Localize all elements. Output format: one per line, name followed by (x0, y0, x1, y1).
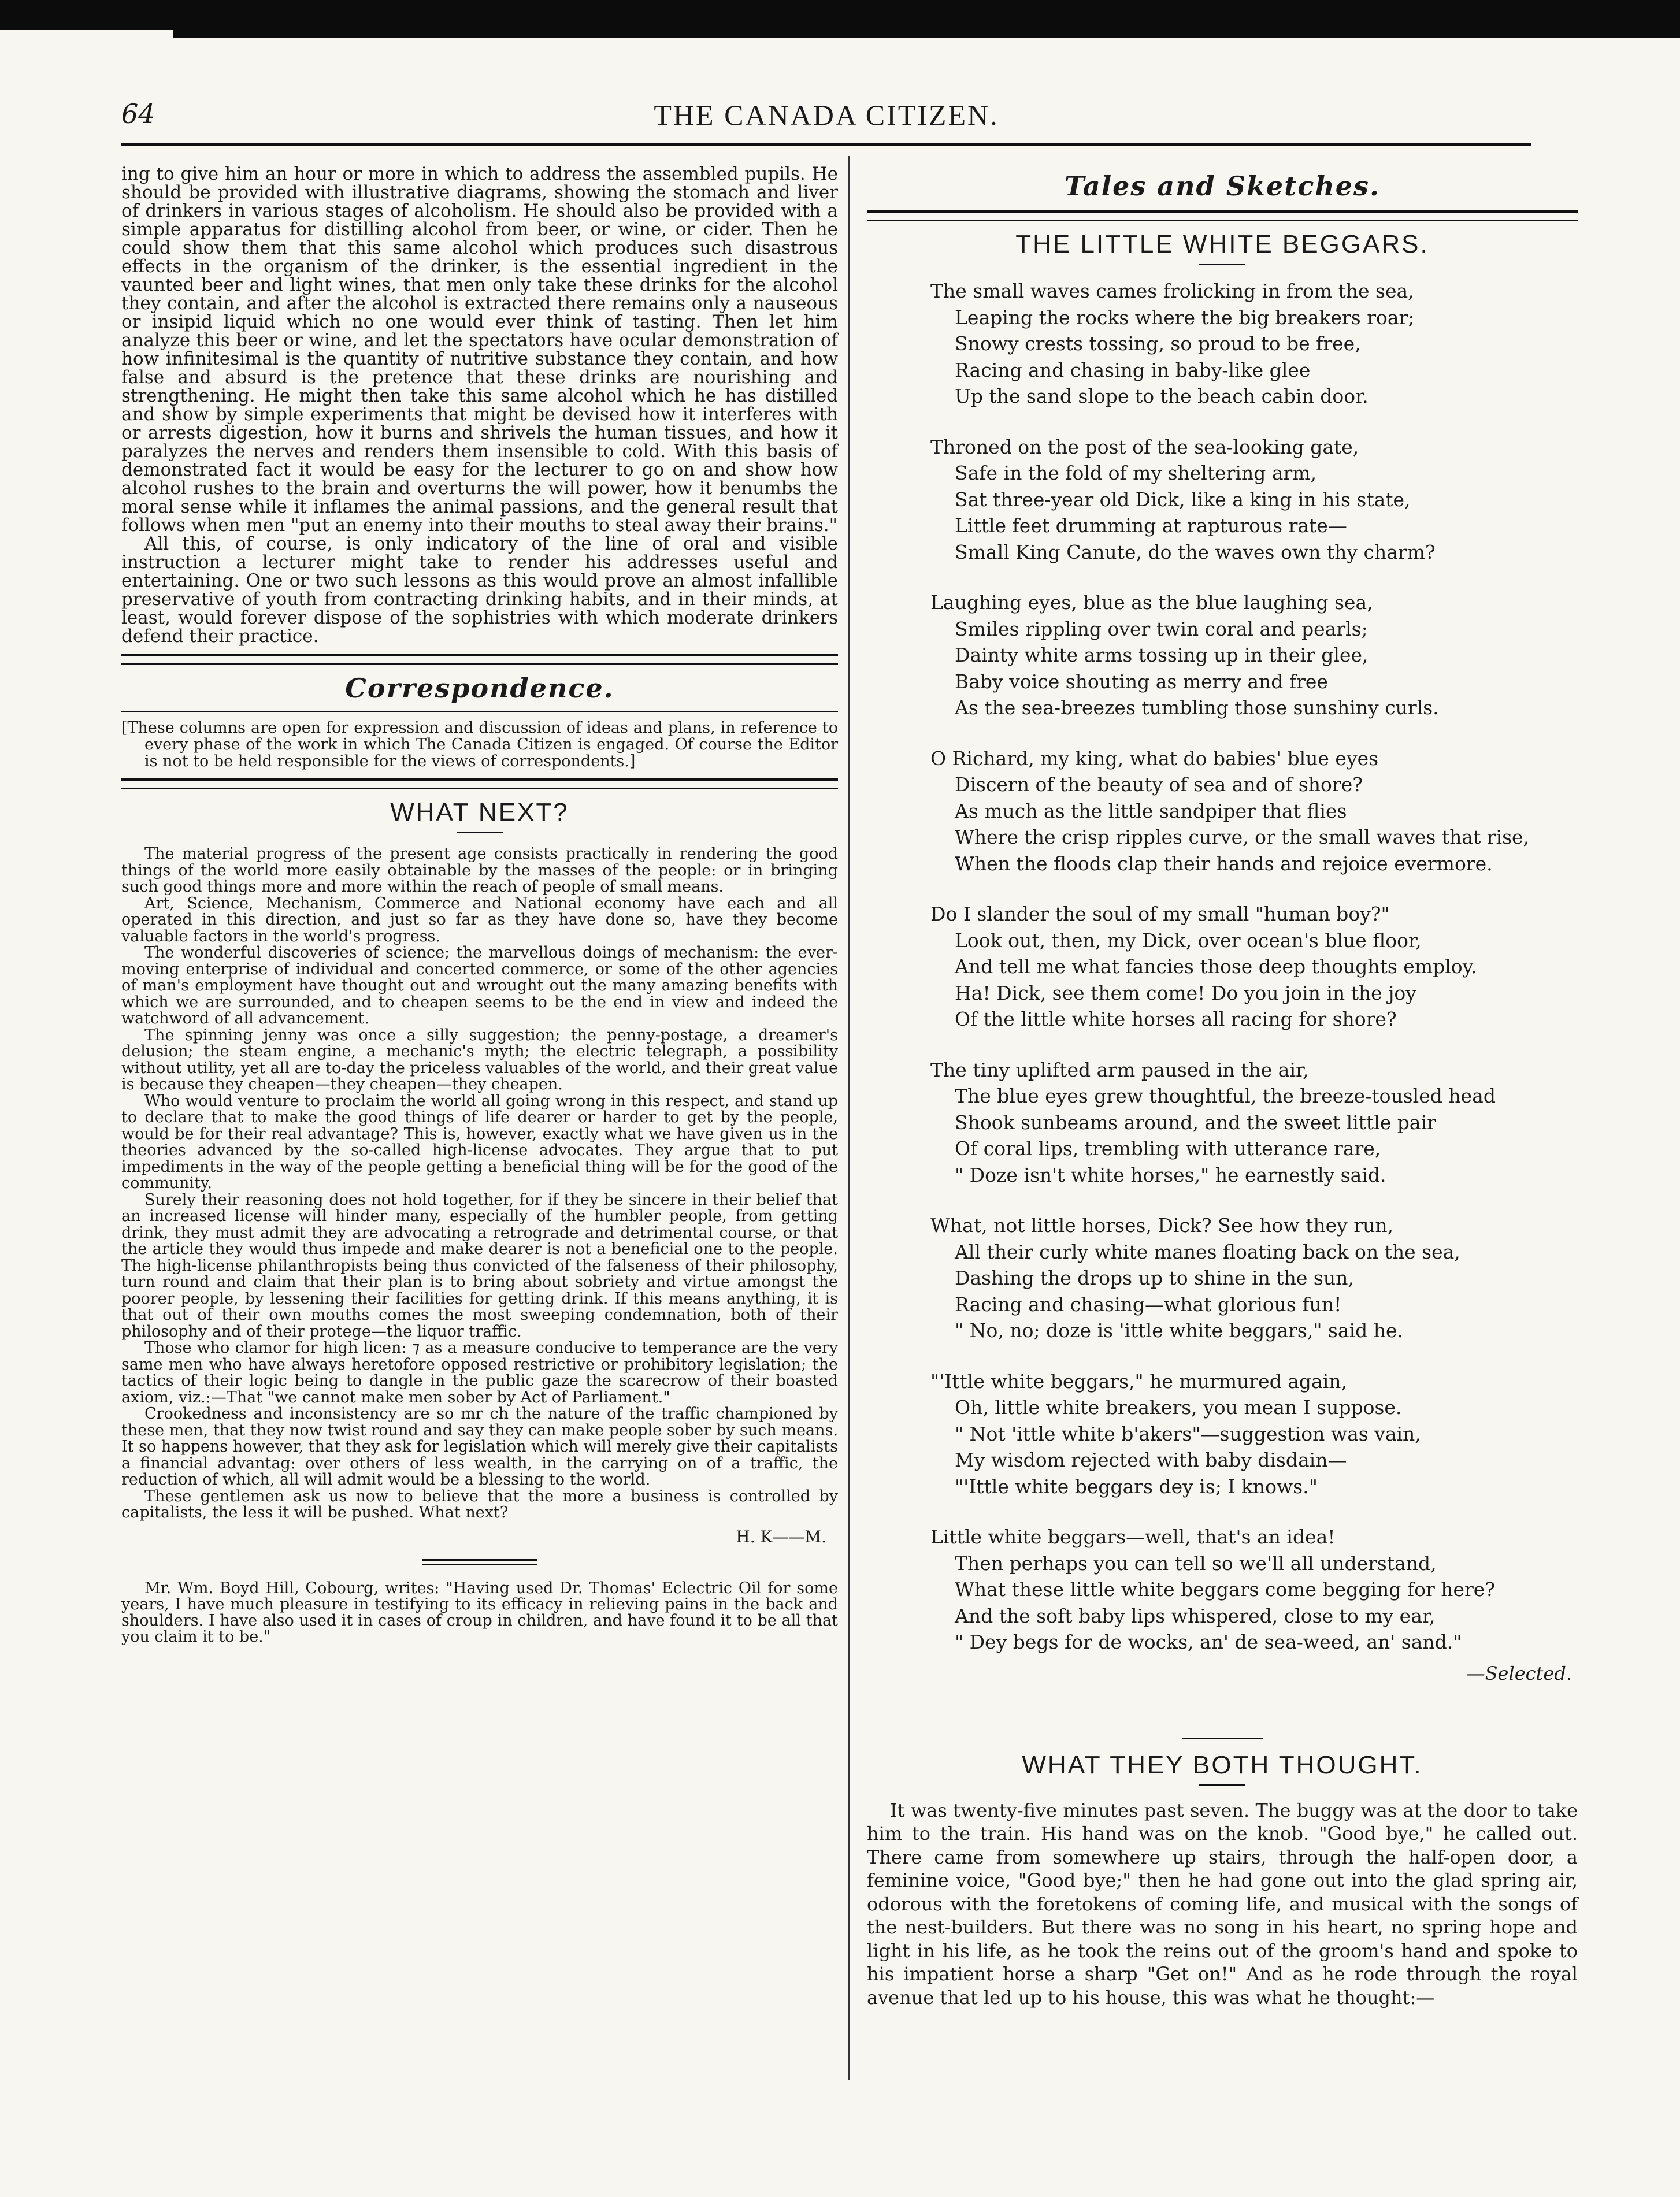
story-paragraph: It was twenty-five minutes past seven. The buggy was at the door to take him to the train. His hand was on the knob. "Good bye," he called out. There came from somewhere up stairs, through the half-open door, a feminine voice, "Good bye;" then he had gone out into the glad spring air, odorous with the foretokens of coming life, and musical with the songs of the nest-builders. But there was no song in his heart, no spring hope and light in his life, as he took the reins out of the groom's hand and spoke to his impatient horse a sharp "Get on!" And as he rode through the royal avenue that led up to his house, this was what he thought:— (867, 1799, 1578, 2009)
poem-line: Little white beggars—well, that's an idea! (930, 1526, 1336, 1548)
poem-title: THE LITTLE WHITE BEGGARS. (1015, 230, 1429, 258)
poem-line: Of the little white horses all racing for shore? (955, 1008, 1397, 1030)
article-paragraph: Art, Science, Mechanism, Commerce and National economy have each and all operated in this direction, and just so far as they have done so, have they become valuable factors in the world's progress. (121, 894, 838, 945)
poem-line: " Doze isn't white horses," he earnestly said. (955, 1163, 1386, 1186)
right-column (867, 165, 1578, 2009)
top-scan-edge (0, 0, 1680, 30)
column-rule (848, 156, 850, 2080)
title-dash (1199, 1784, 1245, 1786)
poem-line: Dashing the drops up to shine in the sun, (955, 1267, 1354, 1289)
poem-stanza (930, 1368, 1578, 1500)
poem-line: Ha! Dick, see them come! Do you join in the joy (955, 981, 1416, 1004)
poem-line: And the soft baby lips whispered, close to my ear, (955, 1604, 1436, 1627)
poem-stanza (930, 278, 1578, 410)
section-rule (867, 210, 1578, 221)
poem-line: All their curly white manes floating back on the sea, (955, 1240, 1460, 1263)
poem-line: What, not little horses, Dick? See how they run, (930, 1214, 1394, 1237)
poem-line: Where the crisp ripples curve, or the small waves that rise, (955, 826, 1530, 848)
left-column (121, 165, 838, 1645)
article-title: WHAT NEXT? (390, 798, 569, 826)
intro-paragraph: ing to give him an hour or more in which to address the assembled pupils. He should be provided with illustrative diagrams, showing the stomach and liver of drinkers in various stages of alcoholism. He should also be provided with a simple apparatus for distilling alcohol from beer, or wine, or cider. Then he could show them that this same alcohol which produces such disastrous effects in the organism of the drinker, is the essential ingredient in the vaunted beer and light wines, that men only take these drinks for the alcohol they contain, and after the alcohol is extracted there remains only a nauseous or insipid liquid which no one would ever think of tasting. Then let him analyze this beer or wine, and let the spectators have ocular demonstration of how infinitesimal is the quantity of nutritive substance they contain, and how false and absurd is the pretence that these drinks are nourishing and strengthening. He might then take this same alcohol which he has distilled and show by simple experiments that might be devised how it interferes with or arrests digestion, how it burns and shrivels the human tissues, and how it paralyzes the nerves and renders them insensible to cold. With this basis of demonstrated fact it would be easy for the lecturer to go on and show how alcohol rushes to the brain and overturns the will power, how it benumbs the moral sense while it inflames the animal passions, and the general result that follows when men "put an enemy into their mouths to steal away their brains." (121, 164, 838, 536)
section-rule (121, 778, 838, 789)
title-dash (1199, 264, 1245, 265)
article-paragraph: The spinning jenny was once a silly suggestion; the penny-postage, a dreamer's delusion; the steam engine, a mechanic's myth; the electric telegraph, a possibility without utility, yet all are to-day the priceless valuables of the world, and their great value is because they cheapen—they cheapen—they cheapen. (121, 1026, 838, 1093)
article-paragraph: Those who clamor for high licen: ⁊ as a measure conducive to temperance are the very same men who have always heretofore opposed restrictive or prohibitory legislation; the tactics of their logic being to dangle in the public gaze the scarecrow of their boasted axiom, viz.:—That "we cannot make men sober by Act of Parliament." (121, 1339, 838, 1406)
poem-line: Do I slander the soul of my small "human boy?" (930, 903, 1390, 925)
poem-stanza (930, 1524, 1578, 1656)
article-paragraph: The wonderful discoveries of science; the marvellous doings of mechanism: the ever-moving enterprise of individual and concerted commerce, or some of the other agencies of man's employment have thought out and wrought out the many amazing benefits with which we are surrounded, and to cheapen seems to be the end in view and indeed the watchword of all advancement. (121, 944, 838, 1027)
poem-line: Smiles rippling over twin coral and pearls; (955, 617, 1368, 640)
poem-line: "'Ittle white beggars," he murmured again, (930, 1370, 1347, 1393)
poem-stanza (930, 901, 1578, 1033)
article-paragraph: Surely their reasoning does not hold together, for if they be sincere in their belief that an increased license will hinder many, especially of the humbler people, from getting drink, they must admit they are advocating a retrograde and detrimental course, or that the article they would thus impede and make dearer is not a beneficial one to the people. The high-license philanthropists being thus convicted of the falseness of their philosophy, turn round and claim that their plan is to bring about sobriety and virtue amongst the poorer people, by lessening their facilities for getting drink. If this means anything, it is that out of their own mouths comes the most sweeping condemnation, both of their philosophy and of their protege—the liquor traffic. (121, 1190, 838, 1341)
poem-line: Dainty white arms tossing up in their glee, (955, 644, 1369, 666)
poem-line: Baby voice shouting as merry and free (955, 670, 1328, 693)
article-paragraph: Crookedness and inconsistency are so mr ch the nature of the traffic championed by these men, that they now twist round and say they can make people sober by such means. It so happens however, that they ask for legislation which will merely give their capitalists a financial advantag: over others of less wealth, in the carrying on of a traffic, the reduction of which, all will admit would be a blessing to the world. (121, 1405, 838, 1489)
poem-line: Laughing eyes, blue as the blue laughing sea, (930, 591, 1373, 614)
poem-line: O Richard, my king, what do babies' blue eyes (930, 747, 1379, 770)
article-paragraph: The material progress of the present age consists practically in rendering the good things of the world more easily obtainable by the masses of the people: or in bringing such good things more and more within the reach of people of small means. (121, 845, 838, 896)
top-scan-edge-lower (173, 30, 1680, 38)
poem-line: Little feet drumming at rapturous rate— (955, 514, 1347, 537)
poem-line: When the floods clap their hands and rejoice evermore. (955, 852, 1493, 875)
newspaper-title: THE CANADA CITIZEN. (654, 99, 999, 131)
article-signature: H. K——M. (736, 1527, 826, 1546)
correspondence-heading: Correspondence. (345, 673, 614, 704)
poem-line: Up the sand slope to the beach cabin door. (955, 385, 1369, 407)
poem-stanza (930, 1057, 1578, 1189)
intro-paragraph: All this, of course, is only indicatory of the line of oral and visible instruction a lecturer might take to render his addresses useful and entertaining. One or two such lessons as this would prove an almost infallible preservative of youth from contracting drinking habits, and in their minds, at least, would forever dispose of the sophistries with which moderate drinkers defend their practice. (121, 533, 838, 647)
poem-line: Of coral lips, trembling with utterance rare, (955, 1137, 1381, 1160)
poem-line: Snowy crests tossing, so proud to be free, (955, 332, 1361, 355)
poem-stanza (930, 589, 1578, 721)
poem-stanza (930, 1212, 1578, 1344)
story-divider (1182, 1738, 1263, 1739)
page-header (121, 98, 1531, 139)
poem-line: As the sea-breezes tumbling those sunshiny curls. (955, 696, 1439, 719)
poem-line: Racing and chasing in baby-like glee (955, 358, 1311, 381)
poem-line: Leaping the rocks where the big breakers roar; (955, 306, 1415, 329)
poem-line: The small waves cames frolicking in from the sea, (930, 280, 1414, 302)
poem-line: Safe in the fold of my sheltering arm, (955, 462, 1317, 484)
poem-stanza (930, 434, 1578, 566)
section-rule (121, 654, 838, 665)
advert-rule (422, 1559, 537, 1565)
section-rule (121, 711, 838, 712)
poem-line: The blue eyes grew thoughtful, the breeze-tousled head (955, 1085, 1496, 1107)
poem-body (930, 278, 1578, 1656)
poem-line: " Dey begs for de wocks, an' de sea-weed, an' sand." (955, 1631, 1462, 1653)
poem-line: Throned on the post of the sea-looking gate, (930, 435, 1359, 458)
poem-line: As much as the little sandpiper that flies (955, 799, 1347, 822)
testimonial-advert: Mr. Wm. Boyd Hill, Cobourg, writes: "Having used Dr. Thomas' Eclectric Oil for some years, I have much pleasure in testifying to its efficacy in relieving pains in the back and shoulders. I have also used it in cases of croup in children, and have found it to be all that you claim it to be." (121, 1579, 838, 1646)
poem-credit: —Selected. (1466, 1662, 1572, 1684)
poem-line: "'Ittle white beggars dey is; I knows." (955, 1475, 1318, 1498)
article-paragraph: Who would venture to proclaim the world all going wrong in this respect, and stand up to declare that to make the good things of life dearer or harder to get by the people, would be for their real advantage? This is, however, exactly what we have given us in the theories advanced by the so-called high-license advocates. They argue that to put impediments in the way of the people getting a beneficial thing will be for the good of the community. (121, 1092, 838, 1192)
poem-line: " No, no; doze is 'ittle white beggars," said he. (955, 1319, 1404, 1342)
poem-line: And tell me what fancies those deep thoughts employ. (955, 955, 1477, 978)
poem-line: Shook sunbeams around, and the sweet little pair (955, 1111, 1436, 1134)
poem-line: Look out, then, my Dick, over ocean's blue floor, (955, 929, 1422, 952)
correspondence-note: [These columns are open for expression and discussion of ideas and plans, in reference to every phase of the work in which The Canada Citizen is engaged. Of course the Editor is not to be held responsible for the views of correspondents.] (121, 719, 838, 770)
story-title: WHAT THEY BOTH THOUGHT. (1022, 1750, 1423, 1779)
poem-line: Racing and chasing—what glorious fun! (955, 1293, 1342, 1316)
poem-line: Small King Canute, do the waves own thy charm? (955, 540, 1436, 563)
header-rule (121, 143, 1531, 146)
tales-heading: Tales and Sketches. (1065, 170, 1380, 202)
poem-line: Discern of the beauty of sea and of shore? (955, 773, 1363, 796)
poem-line: " Not 'ittle white b'akers"—suggestion was vain, (955, 1422, 1421, 1445)
title-dash (457, 832, 503, 833)
poem-line: Oh, little white breakers, you mean I suppose. (955, 1396, 1402, 1419)
article-paragraph: These gentlemen ask us now to believe that the more a business is controlled by capitalists, the less it will be pushed. What next? (121, 1487, 838, 1521)
poem-line: The tiny uplifted arm paused in the air, (930, 1058, 1309, 1081)
poem-line: Sat three-year old Dick, like a king in his state, (955, 488, 1411, 511)
page-number: 64 (121, 98, 155, 129)
poem-line: My wisdom rejected with baby disdain— (955, 1449, 1347, 1471)
poem-stanza (930, 745, 1578, 877)
poem-line: Then perhaps you can tell so we'll all understand, (955, 1552, 1437, 1575)
poem-line: What these little white beggars come begging for here? (955, 1578, 1496, 1601)
